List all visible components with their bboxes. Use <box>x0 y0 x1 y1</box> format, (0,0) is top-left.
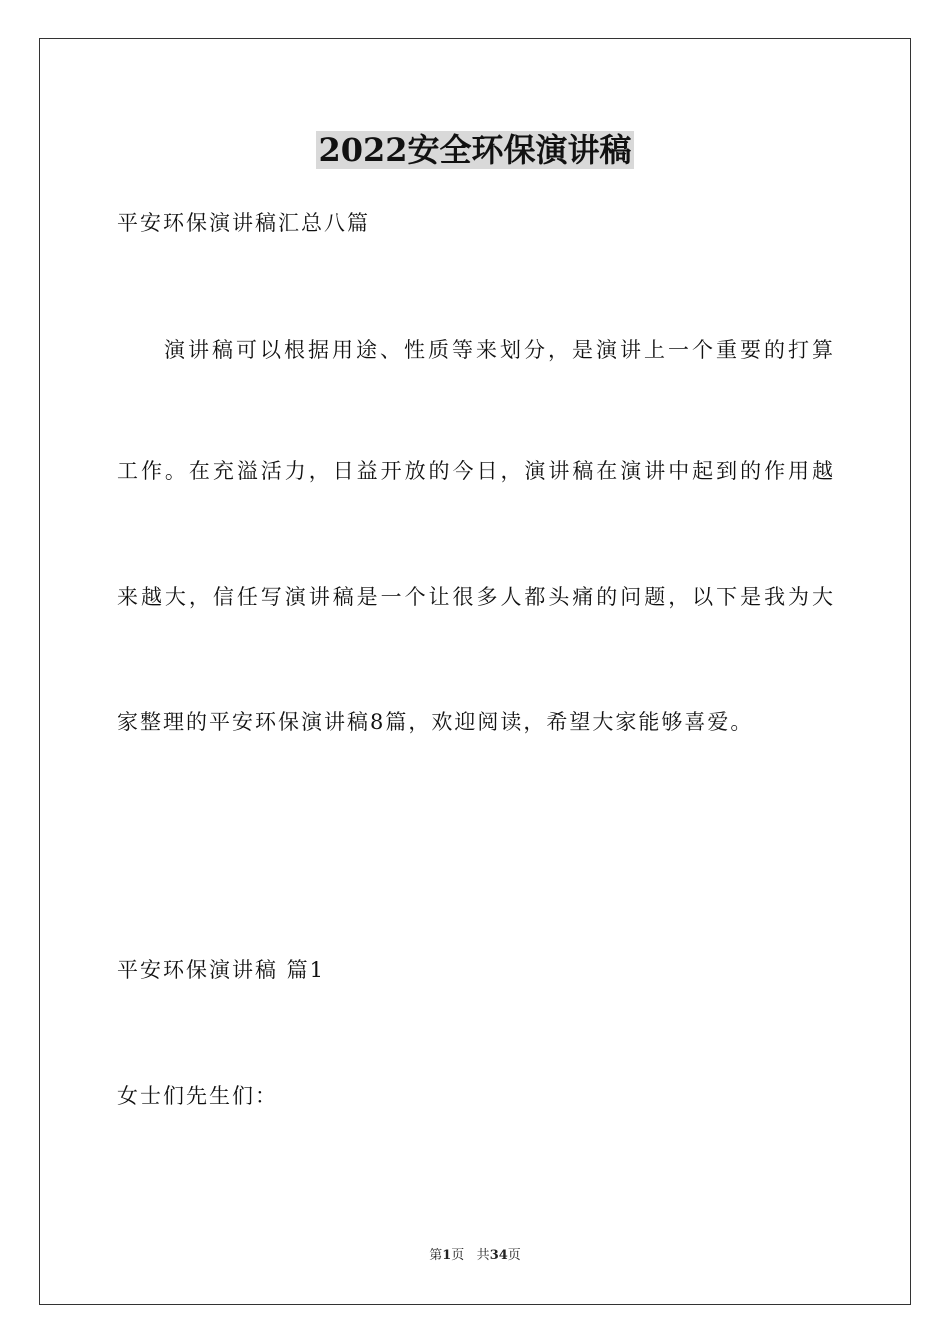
page-prefix: 第 <box>429 1248 443 1263</box>
greeting: 女士们先生们： <box>117 1084 278 1108</box>
document-subtitle: 平安环保演讲稿汇总八篇 <box>117 211 370 235</box>
total-pages: 34 <box>489 1248 508 1263</box>
intro-line-1: 演讲稿可以根据用途、性质等来划分，是演讲上一个重要的打算 <box>164 338 833 362</box>
page-suffix: 页 <box>451 1248 465 1263</box>
page-footer <box>0 1246 950 1266</box>
section-heading: 平安环保演讲稿 篇1 <box>117 958 326 982</box>
total-prefix: 共 <box>476 1248 490 1263</box>
intro-line-4: 家整理的平安环保演讲稿8篇，欢迎阅读，希望大家能够喜爱。 <box>117 710 754 734</box>
page-number: 1 <box>442 1248 452 1263</box>
document-title <box>0 128 950 172</box>
intro-line-3: 来越大，信任写演讲稿是一个让很多人都头痛的问题，以下是我为大 <box>117 585 833 609</box>
intro-line-2: 工作。在充溢活力，日益开放的今日，演讲稿在演讲中起到的作用越 <box>117 459 833 483</box>
total-suffix: 页 <box>507 1248 521 1263</box>
document-title-text: 2022安全环保演讲稿 <box>318 131 632 169</box>
